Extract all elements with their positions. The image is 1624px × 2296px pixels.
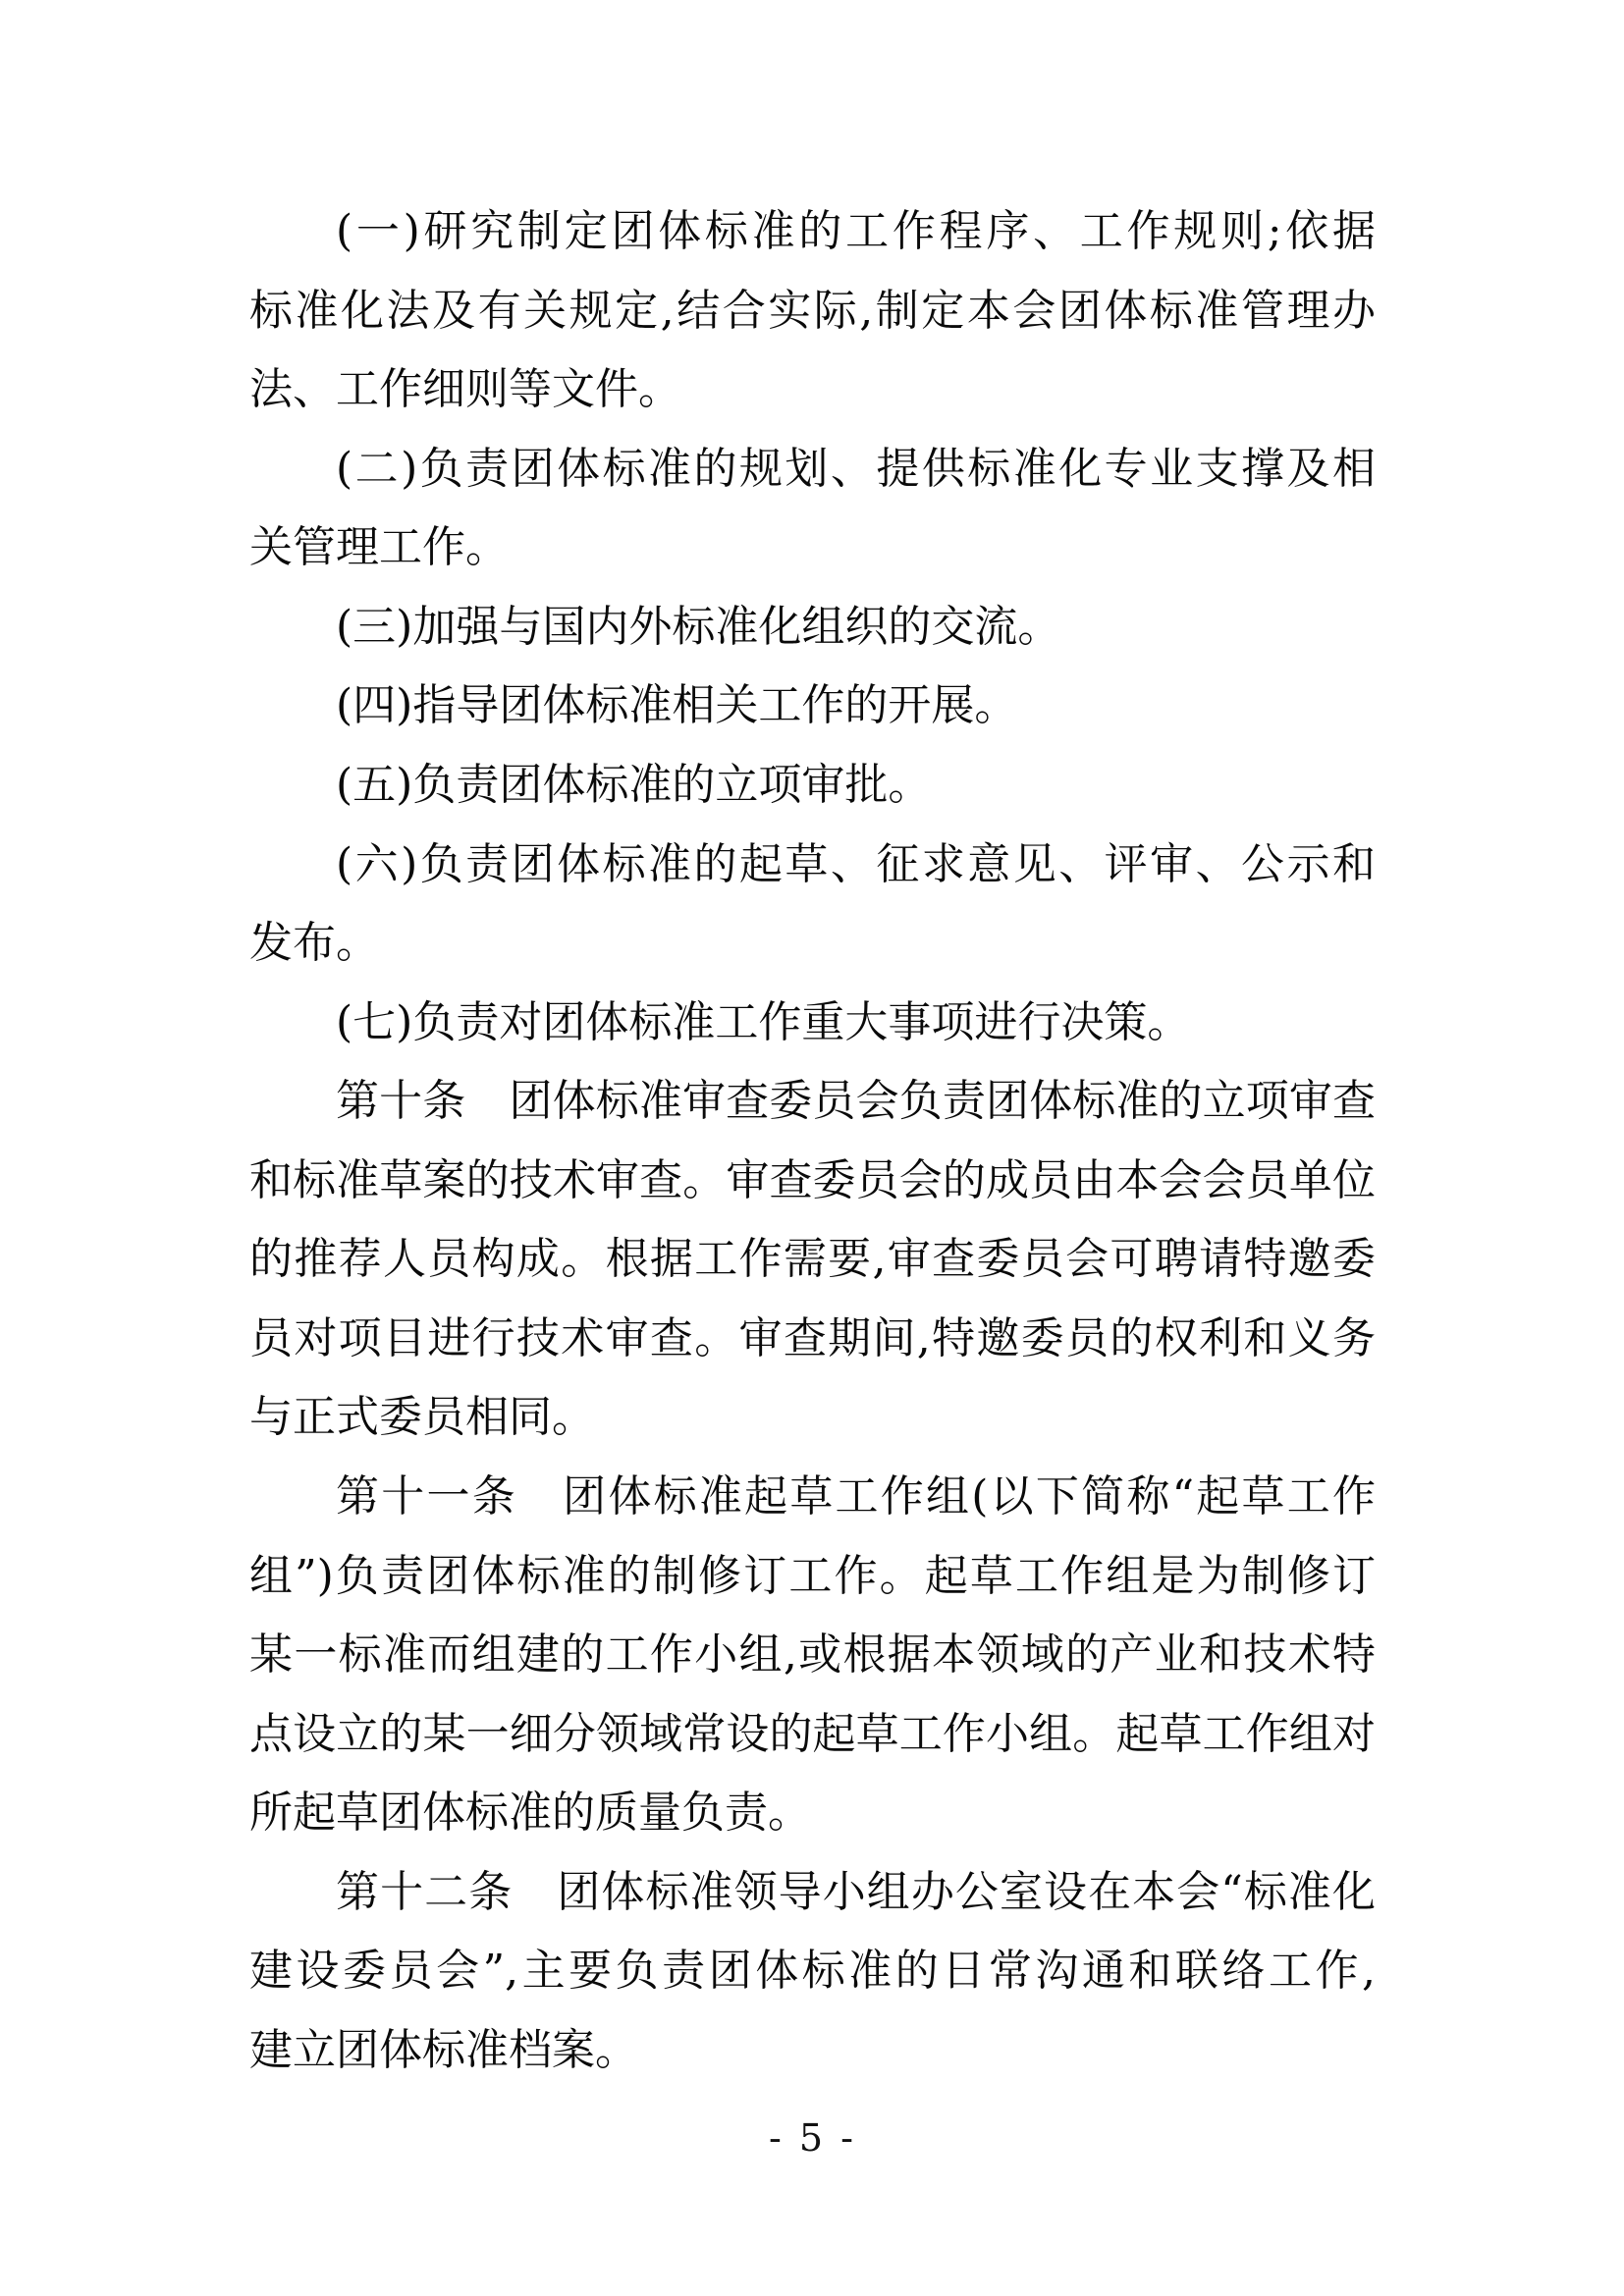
text-line: 组”)负责团体标准的制修订工作。起草工作组是为制修订 <box>249 1550 1376 1601</box>
text-line: (五)负责团体标准的立项审批。 <box>336 759 932 810</box>
text-line: 所起草团体标准的质量负责。 <box>249 1788 811 1839</box>
text-line: (七)负责对团体标准工作重大事项进行决策。 <box>336 996 1191 1047</box>
text-line: 标准化法及有关规定,结合实际,制定本会团体标准管理办 <box>249 285 1376 336</box>
text-line: (六)负责团体标准的起草、征求意见、评审、公示和 <box>336 838 1376 889</box>
text-line: (一)研究制定团体标准的工作程序、工作规则;依据 <box>336 206 1376 256</box>
text-line: 法、工作细则等文件。 <box>249 364 681 415</box>
text-line: (四)指导团体标准相关工作的开展。 <box>336 680 1018 731</box>
text-line: (二)负责团体标准的规划、提供标准化专业支撑及相 <box>336 443 1376 494</box>
text-line: 建立团体标准档案。 <box>249 2024 638 2075</box>
text-line: 某一标准而组建的工作小组,或根据本领域的产业和技术特 <box>249 1629 1376 1681</box>
page-number: - 5 - <box>768 2116 856 2160</box>
text-line: 第十二条 团体标准领导小组办公室设在本会“标准化 <box>336 1866 1376 1917</box>
text-line: 建设委员会”,主要负责团体标准的日常沟通和联络工作, <box>249 1946 1376 1997</box>
text-line: 发布。 <box>249 918 379 969</box>
text-line: 员对项目进行技术审查。审查期间,特邀委员的权利和义务 <box>249 1312 1376 1363</box>
text-line: (三)加强与国内外标准化组织的交流。 <box>336 601 1061 652</box>
text-line: 第十条 团体标准审查委员会负责团体标准的立项审查 <box>336 1076 1376 1127</box>
text-line: 与正式委员相同。 <box>249 1392 595 1443</box>
text-line: 点设立的某一细分领域常设的起草工作小组。起草工作组对 <box>249 1708 1376 1759</box>
text-line: 和标准草案的技术审查。审查委员会的成员由本会会员单位 <box>249 1154 1376 1205</box>
text-line: 的推荐人员构成。根据工作需要,审查委员会可聘请特邀委 <box>249 1234 1376 1285</box>
document-body <box>249 192 1376 2091</box>
text-line: 关管理工作。 <box>249 522 509 573</box>
text-line: 第十一条 团体标准起草工作组(以下简称“起草工作 <box>336 1471 1376 1522</box>
